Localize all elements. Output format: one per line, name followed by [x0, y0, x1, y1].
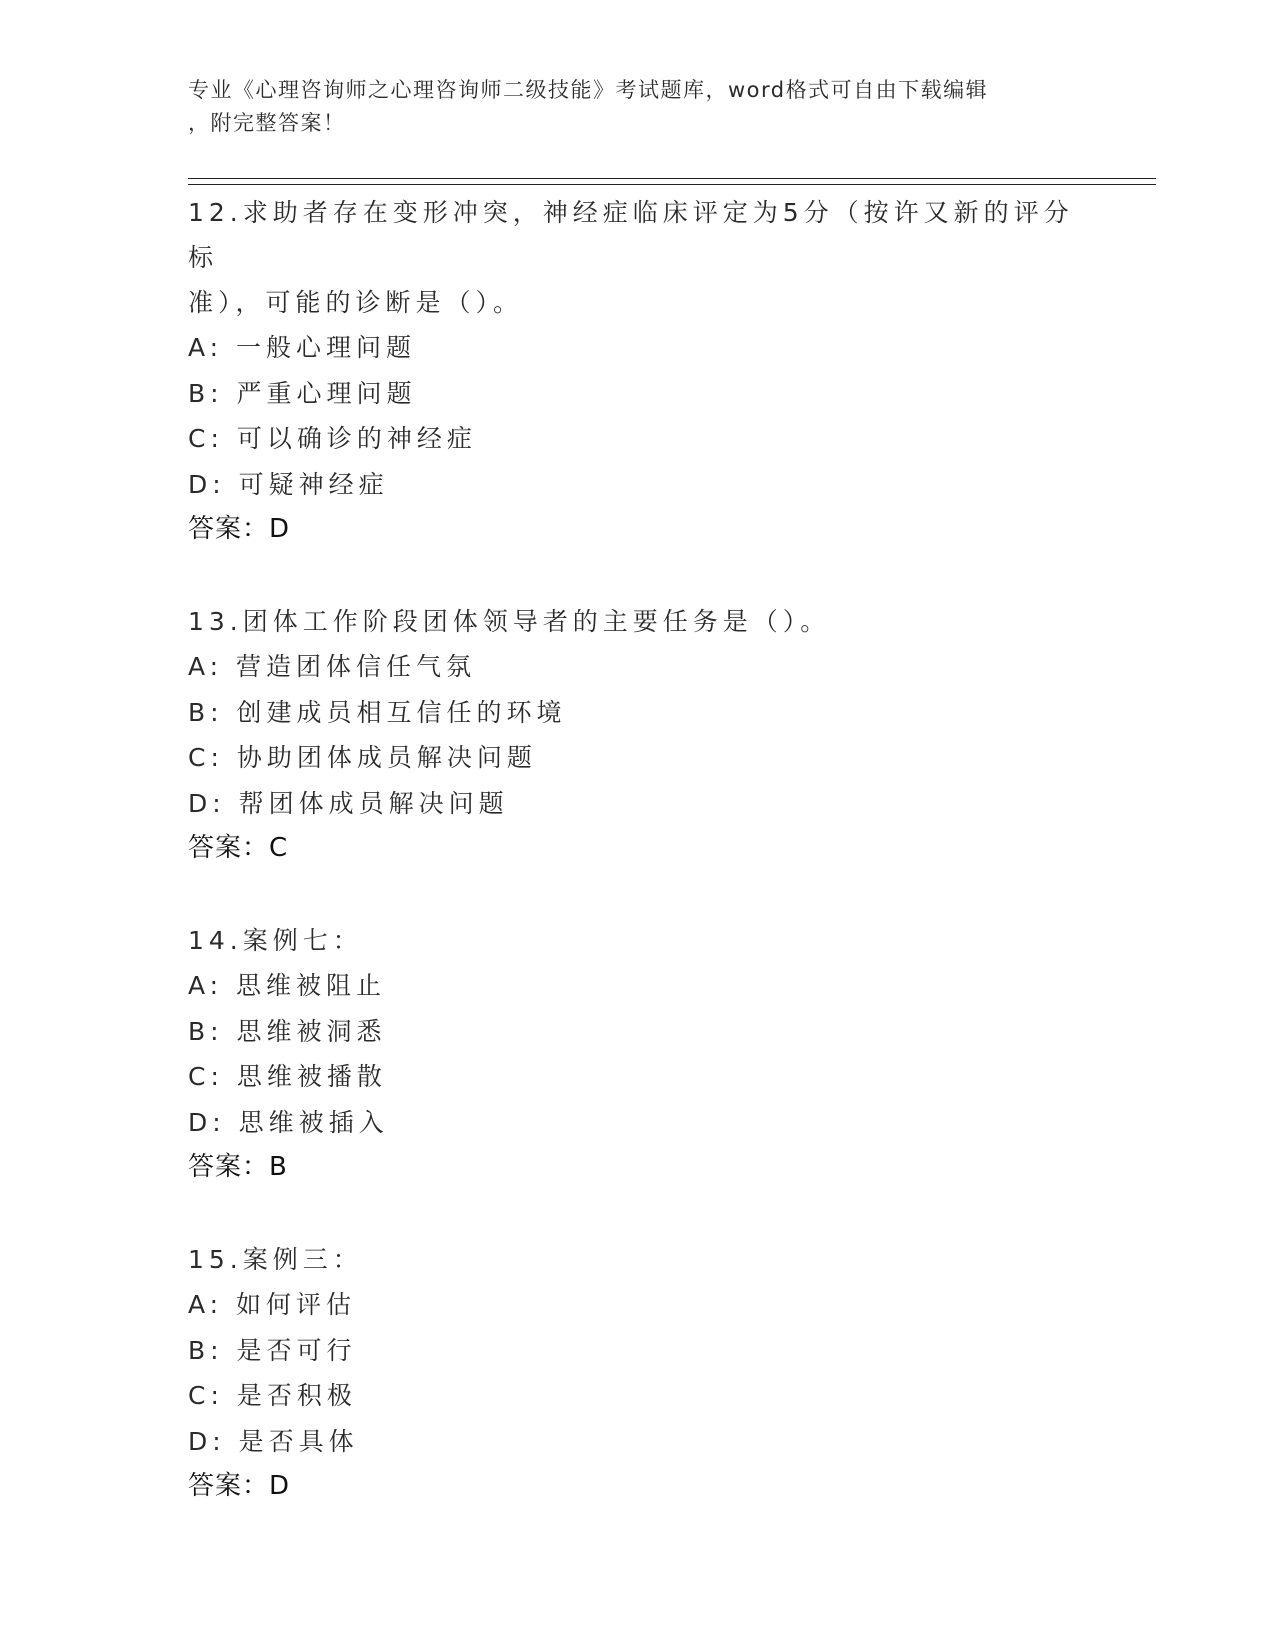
- header-title-line-2: ，附完整答案！: [188, 111, 346, 135]
- question-stem-line: 15.案例三：: [188, 1245, 363, 1274]
- question-spacer: [188, 1190, 1088, 1237]
- question-15: [188, 1237, 1088, 1509]
- option-d: D: 思维被插入: [188, 1107, 389, 1137]
- question-spacer: [188, 552, 1088, 599]
- question-stem-line: 12.求助者存在变形冲突，神经症临床评定为5分（按许又新的评分标: [188, 198, 1074, 272]
- option-b: B: 创建成员相互信任的环境: [188, 697, 567, 727]
- option-b: B: 严重心理问题: [188, 378, 417, 408]
- answer-line: 答案：B: [188, 1152, 288, 1182]
- option-d: D: 可疑神经症: [188, 469, 389, 499]
- option-c: C: 是否积极: [188, 1381, 357, 1410]
- option-a: A: 思维被阻止: [188, 971, 387, 1000]
- question-12: [188, 190, 1088, 552]
- option-c: C: 可以确诊的神经症: [188, 424, 477, 453]
- question-list: [188, 190, 1088, 1509]
- question-stem-line: 准），可能的诊断是（）。: [188, 288, 524, 317]
- option-a: A: 如何评估: [188, 1290, 357, 1319]
- option-a: A: 营造团体信任气氛: [188, 652, 477, 681]
- header-title-line-1: 专业《心理咨询师之心理咨询师二级技能》考试题库，word格式可自由下载编辑: [188, 78, 989, 102]
- header-divider-top: [188, 178, 1156, 179]
- answer-line: 答案：D: [188, 1471, 291, 1501]
- option-d: D: 帮团体成员解决问题: [188, 788, 509, 818]
- option-b: B: 是否可行: [188, 1335, 357, 1365]
- option-c: C: 协助团体成员解决问题: [188, 743, 537, 772]
- option-a: A: 一般心理问题: [188, 333, 417, 362]
- header-divider-bottom: [188, 184, 1156, 185]
- option-c: C: 思维被播散: [188, 1062, 387, 1091]
- question-stem-line: 13.团体工作阶段团体领导者的主要任务是（）。: [188, 607, 831, 636]
- answer-line: 答案：D: [188, 514, 291, 544]
- option-b: B: 思维被洞悉: [188, 1016, 387, 1046]
- option-d: D: 是否具体: [188, 1426, 359, 1456]
- answer-line: 答案：C: [188, 833, 289, 863]
- question-stem-line: 14.案例七：: [188, 926, 363, 955]
- question-14: [188, 918, 1088, 1190]
- question-spacer: [188, 871, 1088, 918]
- document-header: [188, 74, 1088, 140]
- question-13: [188, 599, 1088, 871]
